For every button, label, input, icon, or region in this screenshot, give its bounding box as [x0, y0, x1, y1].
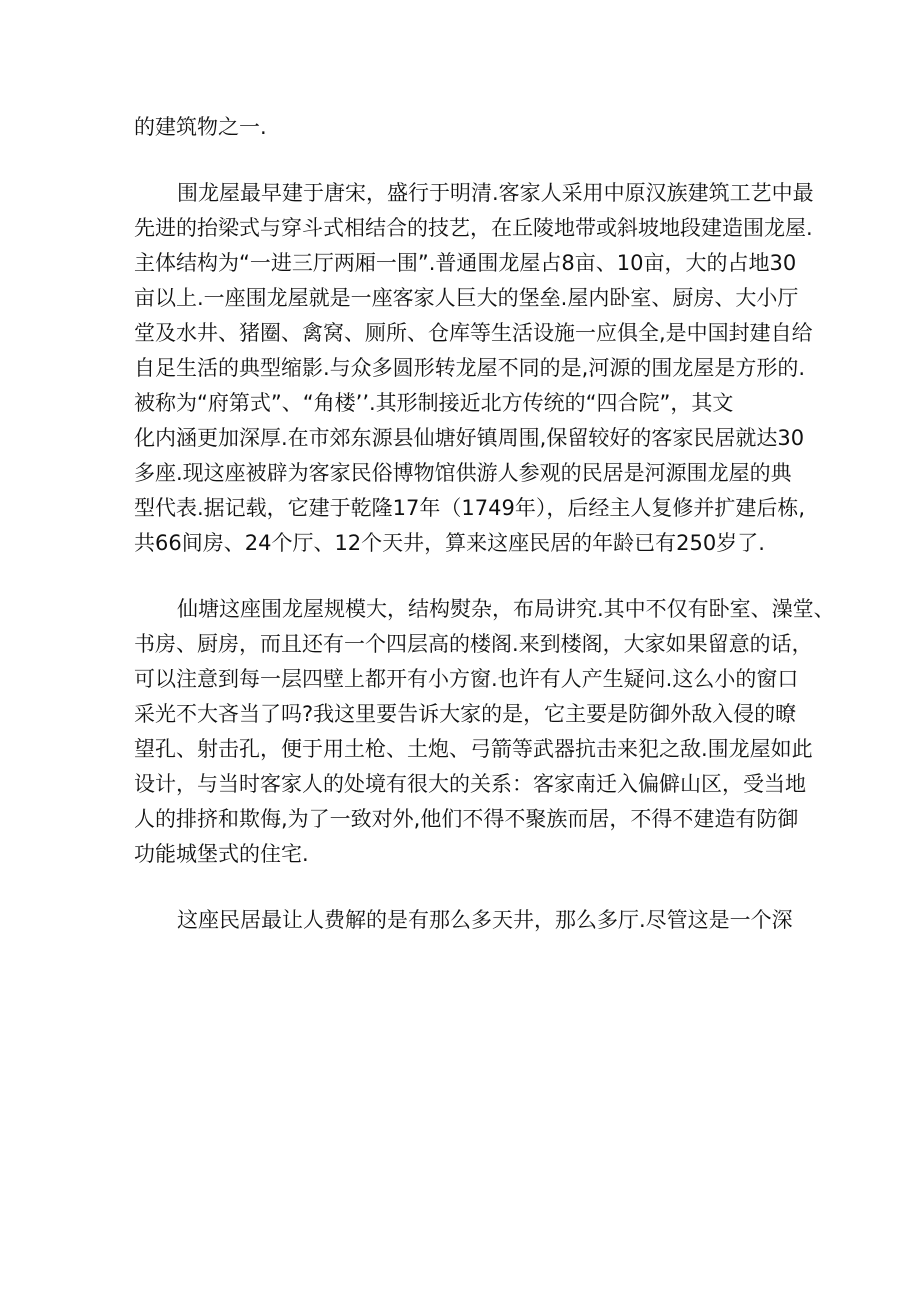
paragraph-1-line-2: 先进的抬梁式与穿斗式相结合的技艺，在丘陵地带或斜坡地段建造围龙屋. [134, 216, 813, 240]
paragraph-2-line-6: 设计，与当时客家人的处境有很大的关系：客家南迁入偏僻山区，受当地 [134, 772, 806, 796]
paragraph-1-line-10: 型代表.据记载，它建于乾隆17年（1749年），后经主人复修并扩建后栋, [134, 496, 806, 520]
paragraph-1-line-6: 自足生活的典型缩影.与众多圆形转龙屋不同的是,河源的围龙屋是方形的. [134, 356, 806, 380]
paragraph-2-line-3: 可以注意到每一层四壁上都开有小方窗.也许有人产生疑问.这么小的窗口 [134, 667, 799, 691]
paragraph-1-line-5: 堂及水井、猪圈、禽窝、厕所、仓库等生活设施一应俱全,是中国封建自给 [134, 321, 813, 345]
paragraph-2-line-7: 人的排挤和欺侮,为了一致对外,他们不得不聚族而居，不得不建造有防御 [134, 807, 799, 831]
paragraph-2-line-4: 采光不大吝当了吗?我这里要告诉大家的是，它主要是防御外敌入侵的暸 [134, 702, 797, 726]
paragraph-1-line-11: 共66间房、24个厅、12个天井，算来这座民居的年龄已有250岁了. [134, 531, 765, 555]
paragraph-1-line-4: 亩以上.一座围龙屋就是一座客家人巨大的堡垒.屋内卧室、厨房、大小厅 [134, 286, 799, 310]
text-line: 的建筑物之一. [134, 115, 267, 139]
paragraph-2-line-2: 书房、厨房，而且还有一个四层高的楼阁.来到楼阁，大家如果留意的话， [134, 632, 813, 656]
paragraph-2-line-1: 仙塘这座围龙屋规模大，结构熨杂，布局讲究.其中不仅有卧室、澡堂、 [177, 597, 835, 621]
paragraph-1-line-7: 被称为“府第式”、“角楼’’.其形制接近北方传统的“四合院”，其文 [134, 391, 734, 415]
paragraph-3-line-1: 这座民居最让人费解的是有那么多天井，那么多厅.尽管这是一个深 [177, 908, 793, 932]
paragraph-2-line-8: 功能城堡式的住宅. [134, 842, 309, 866]
paragraph-1-line-9: 多座.现这座被辟为客家民俗博物馆供游人参观的民居是河源围龙屋的典 [134, 461, 792, 485]
paragraph-2-line-5: 望孔、射击孔，便于用土枪、土炮、弓箭等武器抗击来犯之敌.围龙屋如此 [134, 737, 813, 761]
paragraph-1-line-1: 围龙屋最早建于唐宋，盛行于明清.客家人采用中原汉族建筑工艺中最 [177, 181, 814, 205]
paragraph-1-line-8: 化内涵更加深厚.在市郊东源县仙塘好镇周围,保留较好的客家民居就达30 [134, 426, 805, 450]
paragraph-1-line-3: 主体结构为“一进三厅两厢一围”.普通围龙屋占8亩、10亩，大的占地30 [134, 251, 797, 275]
